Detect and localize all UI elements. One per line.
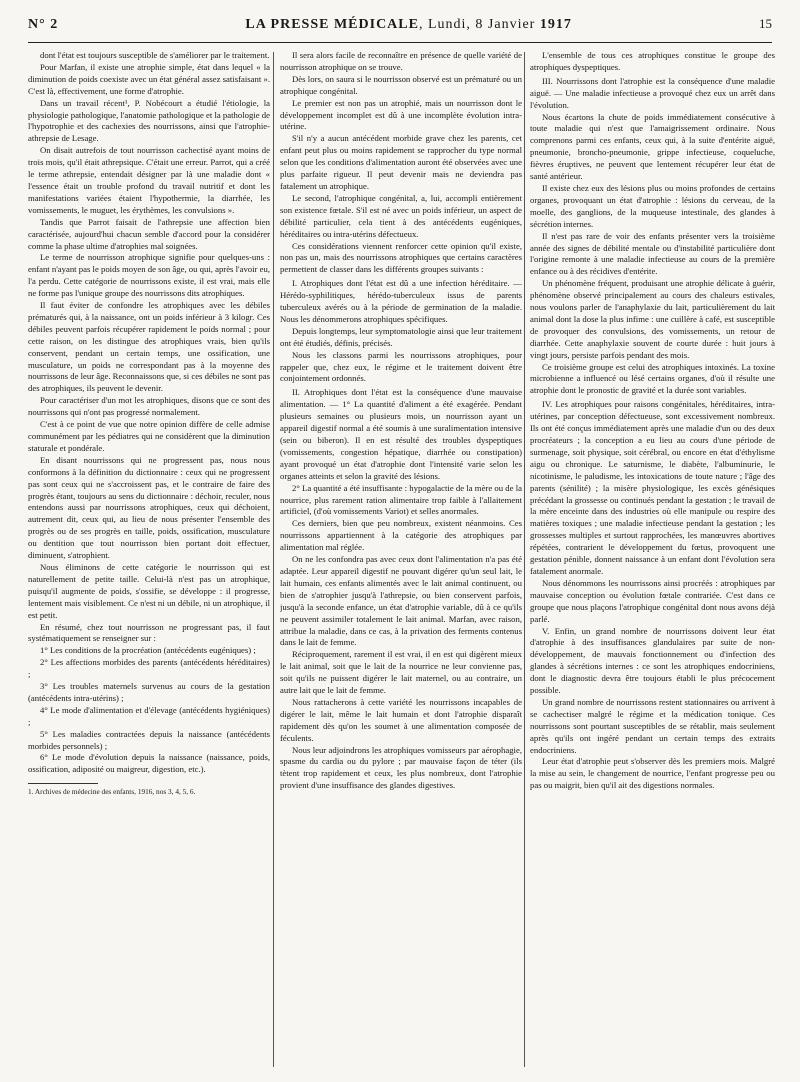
paragraph: Le premier est non pas un atrophié, mais un nourrisson dont le développement incomplet est dû à une incomplète évolution intra-utérine. [280,97,522,132]
paragraph: 1° Les conditions de la procréation (antécédents eugéniques) ; [40,645,256,656]
paragraph: Il existe chez eux des lésions plus ou moins profondes de certains organes, provoquant un état d'atrophie : lésions du cerveau, de la moelle, des ganglions, de la muqueuse intestinale, des glandes à sécrétion internes. [530,182,775,229]
paragraph: Réciproquement, rarement il est vrai, il en est qui digèrent mieux le lait animal, soit que le lait de la nourrice ne leur convienne pas, soit qu'ils ne puissent digérer le lait maternel, ou au contraire, un autre lait que le lait de femme. [280,649,522,696]
paragraph: Dès lors, on saura si le nourrisson observé est un prématuré ou un atrophique congénital. [280,73,522,96]
paragraph: Le second, l'atrophique congénital, a, lui, accompli entièrement son existence fœtale. S'il est né avec un poids inférieur, un aspect de débilité particulier, cela tient à des antécédents eugéniques, héréditaires ou intra-utérins défectueux. [280,192,522,239]
masthead [245,17,571,33]
paragraph: 5° Les maladies contractées depuis la naissance (antécédents morbides personnels) ; [28,728,270,751]
column-2 [280,50,522,1070]
paragraph: 6° Le mode d'évolution depuis la naissance (naissance, poids, ossification, adiposité ou maigreur, digestion, etc.). [28,752,270,775]
paragraph: dont l'état est toujours susceptible de s'améliorer par le traitement. [40,50,270,60]
paragraph: Nous éliminons de cette catégorie le nourrisson qui est naturellement de petite taille. Celui-là n'est pas un atrophique, puisqu'il augmente de poids, s'ossifie, se développe : il progresse, lentement mais visiblement. Ce n'est ni un débile, ni un atrophique, il est petit. [28,561,270,620]
paragraph: Le terme de nourrisson atrophique signifie pour quelques-uns : enfant n'ayant pas le poids moyen de son âge, ou qui, après l'avoir eu, l'a perdu. Cette catégorie de nourrissons existe, il est vrai, mais elle ne forme pas l'unique groupe des nourrissons dits atrophiques. [28,252,270,299]
section-paragraph: III. Nourrissons dont l'atrophie est la conséquence d'une maladie aiguë. — Une maladie infectieuse a provoqué chez eux un arrêt dans l'évolution. [530,75,775,110]
column-3 [530,50,775,1070]
paragraph: On ne les confondra pas avec ceux dont l'alimentation n'a pas été adaptée. Leur appareil digestif ne pouvant digérer qu'un seul lait, le lait humain, ces enfants alimentés avec le lait animal continuent, ou bien de s'atrophier jusqu'à l'athrepsie, ou bien conservent parfois, jusqu'à la seconde enfance, un état d'atrophie variable, dû à ce qu'ils ne peuvent assimiler totalement le lait animal. Marfan, avec raison, attribue la maladie, dans ce cas, à la privation des ferments contenus dans le lait de femme. [280,554,522,648]
issue-year: 1917 [539,17,572,32]
section-paragraph: IV. Les atrophiques pour raisons congénitales, héréditaires, intra-utérines, par conception défectueuse, sont excessivement nombreux. Ils ont été conçus immédiatement après une maladie d'un ou des deux procréateurs ; la conception a eu lieu au cours d'une période de surmenage, soit physique, soit cérébral, ou encore en état d'éthylisme aigu ou chronique. Le saturnisme, le diabète, l'albuminurie, le nicotinisme, le paludisme, les intoxications de toute nature ; l'âge des parents (sénilité) ; la misère physiologique, les excès génésiques précédant la grossesse ou continués pendant la gestation ; le travail de la mère enceinte dans des industries où elle manipule ou respire des matières toxiques ; une maladie infectieuse pendant la gestation ; les grossesses multiples et surtout rapprochées, les manœuvres abortives répétées, contrarient le développement du fœtus, provoquent une gestation pénible, donnent naissance à un enfant dont l'évolution sera fatalement anormale. [530,399,775,576]
paragraph: L'ensemble de tous ces atrophiques constitue le groupe des atrophiques dyspeptiques. [530,50,775,72]
paragraph: Tandis que Parrot faisait de l'athrepsie une affection bien caractérisée, aujourd'hui chacun semble d'accord pour la considérer comme la phase ultime d'atrophies mal soignées. [28,216,270,251]
journal-title: LA PRESSE MÉDICALE [245,17,419,32]
paragraph: Pour caractériser d'un mot les atrophiques, disons que ce sont des nourrissons qui n'ont pas progressé normalement. [28,395,270,418]
paragraph: Il faut éviter de confondre les atrophiques avec les débiles prématurés qui, à la naissance, ont un poids inférieur à 3 kilogr. Ces débiles peuvent parfois récupérer rapidement le poids normal ; pour cette raison, on les distingue des atrophiques vrais, bien qu'ils conservent, pendant un certain temps, une ossification, une musculature, un poids ne correspondant pas à la moyenne des nourrissons de leur âge. Reconnaissons que, si ces débiles ne sont pas des atrophiques, ils peuvent le devenir. [28,300,270,394]
paragraph: Ces derniers, bien que peu nombreux, existent néanmoins. Ces nourrissons appartiennent à la catégorie des atrophiques par alimentation mal réglée. [280,518,522,553]
paragraph: Ce troisième groupe est celui des atrophiques intoxinés. La toxine microbienne a influencé ou lésé certains organes, d'où il résulte une atrophie dont le pronostic de gravité et la durée sont variables. [530,361,775,396]
section-paragraph: I. Atrophiques dont l'état est dû a une infection héréditaire. — Hérédo-syphilitiques, hérédo-tuberculeux issus de parents tuberculeux avérés ou à la période de germination de la maladie. Nous les dénommerons atrophiques spécifiques. [280,278,522,324]
header-rule [28,42,772,43]
page-number: 15 [759,16,772,31]
paragraph: S'il n'y a aucun antécédent morbide grave chez les parents, cet enfant peut plus ou moins rapidement se rapprocher du type normal selon que les conditions d'alimentation auront été observées avec une plus parfaite rigueur. Il peut devenir mais ne deviendra pas fatalement un atrophique. [280,133,522,191]
paragraph: C'est à ce point de vue que notre opinion diffère de celle admise communément par les pédiatres qui ne considèrent que la diminution staturale et pondérale. [28,419,270,453]
paragraph: Depuis longtemps, leur symptomatologie ainsi que leur traitement ont été étudiés, définis, précisés. [280,325,522,348]
paragraph: Nous leur adjoindrons les atrophiques vomisseurs par aérophagie, spasme du cardia ou du pylore ; par mauvaise façon de téter (ils tètent trop rapidement et ceux, les plus nombreux, dont l'atrophie provient d'une insuffisance des glandes digestives. [280,744,522,791]
paragraph: Nous dénommons les nourrissons ainsi procréés : atrophiques par mauvaise conception ou évolution fœtale contrariée. C'est dans ce groupe que nous plaçons l'atrophique congénital dont nous avons déjà parlé. [530,577,775,624]
paragraph: Dans un travail récent¹, P. Nobécourt a étudié l'étiologie, la physiologie pathologique, l'anatomie pathologique et la pathologie de l'hypotrophie et des cachexies des nourrissons, ainsi que l'atrophie-athrepsie de Lesage. [28,97,270,144]
paragraph: 2° La quantité a été insuffisante : hypogalactie de la mère ou de la nourrice, plus rarement ration alimentaire trop faible à l'allaitement artificiel, (d'où vomissements Variot) et selles anormales. [280,482,522,517]
footnote-rule [28,783,98,784]
issue-date: , Lundi, 8 Janvier [418,17,540,32]
page-header [28,16,772,38]
column-divider [524,52,525,1067]
section-paragraph: II. Atrophiques dont l'état est la conséquence d'une mauvaise alimentation. — 1° La quantité d'aliment a été exagérée. Pendant plusieurs semaines ou plusieurs mois, un nourrisson ayant un appareil digestif normal a été soumis à une suralimentation intensive (sein ou biberon). Il en est résulté des troubles dyspeptiques (vomissements, congestion hépatique, diarrhée ou constipation) ayant provoqué un état d'atrophie dont l'intensité varie selon les organes atteints et selon la gravité des lésions. [280,387,522,481]
paragraph: Un phénomène fréquent, produisant une atrophie délicate à guérir, phénomène observé principalement au cours des chaleurs estivales, nous voulons parler de l'anaphylaxie du lait, particulièrement du lait animal dont la dose la plus infime : une cuillère à café, est susceptible de provoquer des convulsions, des vomissements, un retour de diarrhée. Cette anaphylaxie souvent de courte durée : huit jours à vingt jours, persiste parfois pendant des mois. [530,278,775,360]
paragraph: 4° Le mode d'alimentation et d'élevage (antécédents hygiéniques) ; [28,704,270,727]
column-divider [273,52,274,1067]
paragraph: Nous les classons parmi les nourrissons atrophiques, pour rappeler que, chez eux, le régime et le traitement doivent être conjointement ordonnés. [280,349,522,384]
paragraph: Un grand nombre de nourrissons restent stationnaires ou arrivent à se cachectiser malgré le régime et la médication tonique. Ces nourrissons sont pourtant susceptibles de se rétablir, mais seulement après qu'ils ont ingéré pendant un certain temps des extraits endocriniens. [530,696,775,755]
paragraph: En disant nourrissons qui ne progressent pas, nous nous conformons à la définition du dictionnaire : ceux qui ne progressent pas sont ceux qui ne s'accroissent pas, et le contraire de faire des progrès étant, toujours au sens du dictionnaire : déchoir, reculer, nous entendons aussi par nourrissons atrophiques, ceux qui déchoient, autrement dit, ceux qui, au lieu de nous présenter l'ensemble des progrès ou de ses progrès en taille, poids, ossification, musculature ou dentition que tout nourrisson bien portant doit effectuer, diminuent, s'atrophient. [28,454,270,561]
paragraph: Il n'est pas rare de voir des enfants présenter vers la troisième année des signes de débilité mentale ou d'instabilité particulière dont l'origine remonte à une maladie infectieuse au cours de la première enfance ou à des récidives d'entérite. [530,230,775,277]
footnote: 1. Archives de médecine des enfants, 1916, nos 3, 4, 5, 6. [28,787,196,797]
paragraph: Nous écartons la chute de poids immédiatement consécutive à toute maladie qui n'est que l'amaigrissement ordinaire. Nous comprenons parmi ces enfants, ceux qui, à la suite d'entérite aiguë, pneumonie, broncho-pneumonie, grippe infectieuse, coqueluche, fièvres éruptives, ne peuvent que lentement récupérer leur état de santé antérieur. [530,111,775,182]
paragraph: En résumé, chez tout nourrisson ne progressant pas, il faut systématiquement se renseigner sur : [28,621,270,644]
column-1 [28,50,270,1070]
paragraph: On disait autrefois de tout nourrisson cachectisé ayant moins de trois mois, qu'il était athrepsique. C'était une erreur. Parrot, qui a créé le terme athrepsie, entendait désigner par là une maladie dont « l'essence était un trouble profond du travail nutritif et dont les manifestations variées étaient l'hypothermie, la diarrhée, les vomissements, le muguet, les érythèmes, les convulsions ». [28,145,270,215]
paragraph: Nous rattacherons à cette variété les nourrissons incapables de digérer le lait, même le lait humain et dont l'atrophie disparaît rapidement dès qu'on les soumet à une alimentation composée de féculents. [280,696,522,743]
paragraph: V. Enfin, un grand nombre de nourrissons doivent leur état d'atrophie à des insuffisances glandulaires par suite de non-développement, de mauvais fonctionnement ou d'infection des glandes à sécrétions internes : ce sont les atrophiques endocriniens, dont le diagnostic devra être toujours établi le plus précocement possible. [530,625,775,696]
paragraph: Leur état d'atrophie peut s'observer dès les premiers mois. Malgré la mise au sein, le changement de nourrice, l'enfant progresse peu ou pas ou maigrit, bien qu'il ait des digestions normales. [530,756,775,791]
paragraph: Pour Marfan, il existe une atrophie simple, état dans lequel « la diminution de poids coexiste avec un état général assez satisfaisant ». C'est là, effectivement, une forme d'atrophie. [28,61,270,96]
paragraph: 2° Les affections morbides des parents (antécédents héréditaires) ; [28,657,270,680]
paragraph: Ces considérations viennent renforcer cette opinion qu'il existe, non pas un, mais des nourrissons atrophiques que certains caractères permettent de classer dans les différents groupes suivants : [280,240,522,275]
paragraph: 3° Les troubles maternels survenus au cours de la gestation (antécédents intra-utérins) ; [28,681,270,703]
issue-number: N° 2 [28,17,59,32]
paragraph: Il sera alors facile de reconnaître en présence de quelle variété de nourrisson atrophique on se trouve. [280,50,522,72]
